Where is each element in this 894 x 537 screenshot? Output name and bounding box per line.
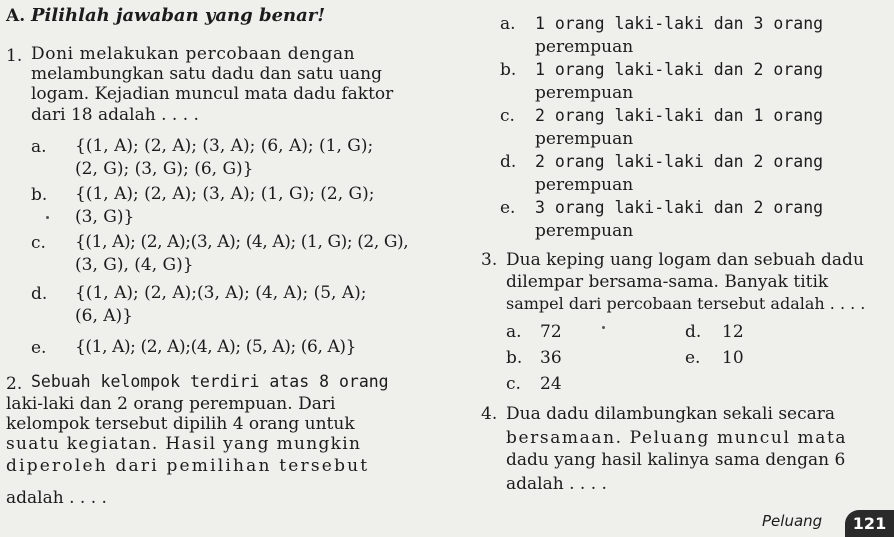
- q2-text-line: Sebuah kelompok terdiri atas 8 orang: [31, 372, 389, 391]
- q3-number: 3.: [481, 250, 498, 270]
- q1-option-c-cont: (3, G), (4, G)}: [75, 255, 194, 275]
- q3-option-letter: d.: [685, 322, 702, 342]
- q3-text-line: sampel dari percobaan tersebut adalah . . . .: [506, 294, 866, 313]
- q2-text-line: suatu kegiatan. Hasil yang mungkin: [6, 434, 362, 454]
- q2-option-a-cont: perempuan: [535, 37, 634, 57]
- q3-option-letter: c.: [506, 374, 521, 394]
- q3-option-letter: b.: [506, 348, 523, 368]
- page-number-badge: 121: [845, 510, 894, 537]
- q1-option-letter: e.: [31, 338, 47, 358]
- q2-text-line: kelompok tersebut dipilih 4 orang untuk: [6, 414, 355, 434]
- q4-text-line: dadu yang hasil kalinya sama dengan 6: [506, 450, 846, 470]
- q2-option-a: 1 orang laki-laki dan 3 orang: [535, 14, 824, 33]
- q2-option-letter: b.: [500, 60, 517, 80]
- q3-option-letter: e.: [685, 348, 701, 368]
- q1-text-line: melambungkan satu dadu dan satu uang: [31, 64, 382, 84]
- q1-option-letter: b.: [31, 185, 48, 205]
- q1-option-letter: c.: [31, 233, 46, 253]
- q1-option-b: {(1, A); (2, A); (3, A); (1, G); (2, G);: [75, 184, 375, 204]
- q3-option-e: 10: [722, 348, 744, 368]
- q1-option-letter: a.: [31, 137, 47, 157]
- q3-text-line: dilempar bersama-sama. Banyak titik: [506, 272, 829, 292]
- q4-text-line: bersamaan. Peluang muncul mata: [506, 428, 848, 448]
- q3-option-letter: a.: [506, 322, 522, 342]
- q1-text-line: dari 18 adalah . . . .: [31, 105, 199, 125]
- q1-option-a: {(1, A); (2, A); (3, A); (6, A); (1, G);: [75, 136, 374, 156]
- q2-option-c-cont: perempuan: [535, 129, 634, 149]
- q2-option-c: 2 orang laki-laki dan 1 orang: [535, 106, 824, 125]
- q2-text-line: laki-laki dan 2 orang perempuan. Dari: [6, 394, 336, 414]
- q2-option-letter: e.: [500, 198, 516, 218]
- q3-option-a: 72: [540, 322, 562, 342]
- q3-option-b: 36: [540, 348, 562, 368]
- q2-option-letter: a.: [500, 14, 516, 34]
- q2-option-d: 2 orang laki-laki dan 2 orang: [535, 152, 824, 171]
- q3-option-c: 24: [540, 374, 562, 394]
- q1-option-a-cont: (2, G); (3, G); (6, G)}: [75, 159, 254, 179]
- q2-number: 2.: [6, 374, 23, 394]
- q1-option-letter: d.: [31, 284, 48, 304]
- q1-option-d-cont: (6, A)}: [75, 306, 133, 326]
- q1-option-b-cont: (3, G)}: [75, 207, 135, 227]
- print-speck: [602, 326, 605, 329]
- q3-option-d: 12: [722, 322, 744, 342]
- q2-option-e: 3 orang laki-laki dan 2 orang: [535, 198, 824, 217]
- q1-text-line: Doni melakukan percobaan dengan: [31, 44, 356, 64]
- section-title: Pilihlah jawaban yang benar!: [31, 5, 326, 26]
- print-speck: [46, 216, 49, 219]
- q4-number: 4.: [481, 404, 498, 424]
- q1-option-c: {(1, A); (2, A);(3, A); (4, A); (1, G); (2, G),: [75, 232, 409, 252]
- q1-number: 1.: [6, 46, 23, 66]
- q4-text-line: Dua dadu dilambungkan sekali secara: [506, 404, 836, 424]
- q2-option-letter: d.: [500, 152, 517, 172]
- q2-option-b-cont: perempuan: [535, 83, 634, 103]
- section-letter: A.: [6, 6, 26, 26]
- q3-text-line: Dua keping uang logam dan sebuah dadu: [506, 250, 864, 270]
- q1-text-line: logam. Kejadian muncul mata dadu faktor: [31, 84, 394, 104]
- q2-text-line: diperoleh dari pemilihan tersebut: [6, 456, 370, 476]
- chapter-label: Peluang: [762, 512, 823, 530]
- q4-text-line: adalah . . . .: [506, 474, 607, 494]
- q2-option-d-cont: perempuan: [535, 175, 634, 195]
- q1-option-d: {(1, A); (2, A);(3, A); (4, A); (5, A);: [75, 283, 367, 303]
- q2-option-e-cont: perempuan: [535, 221, 634, 241]
- q2-text-line: adalah . . . .: [6, 488, 107, 508]
- q2-option-letter: c.: [500, 106, 515, 126]
- q1-option-e: {(1, A); (2, A);(4, A); (5, A); (6, A)}: [75, 337, 356, 357]
- q2-option-b: 1 orang laki-laki dan 2 orang: [535, 60, 824, 79]
